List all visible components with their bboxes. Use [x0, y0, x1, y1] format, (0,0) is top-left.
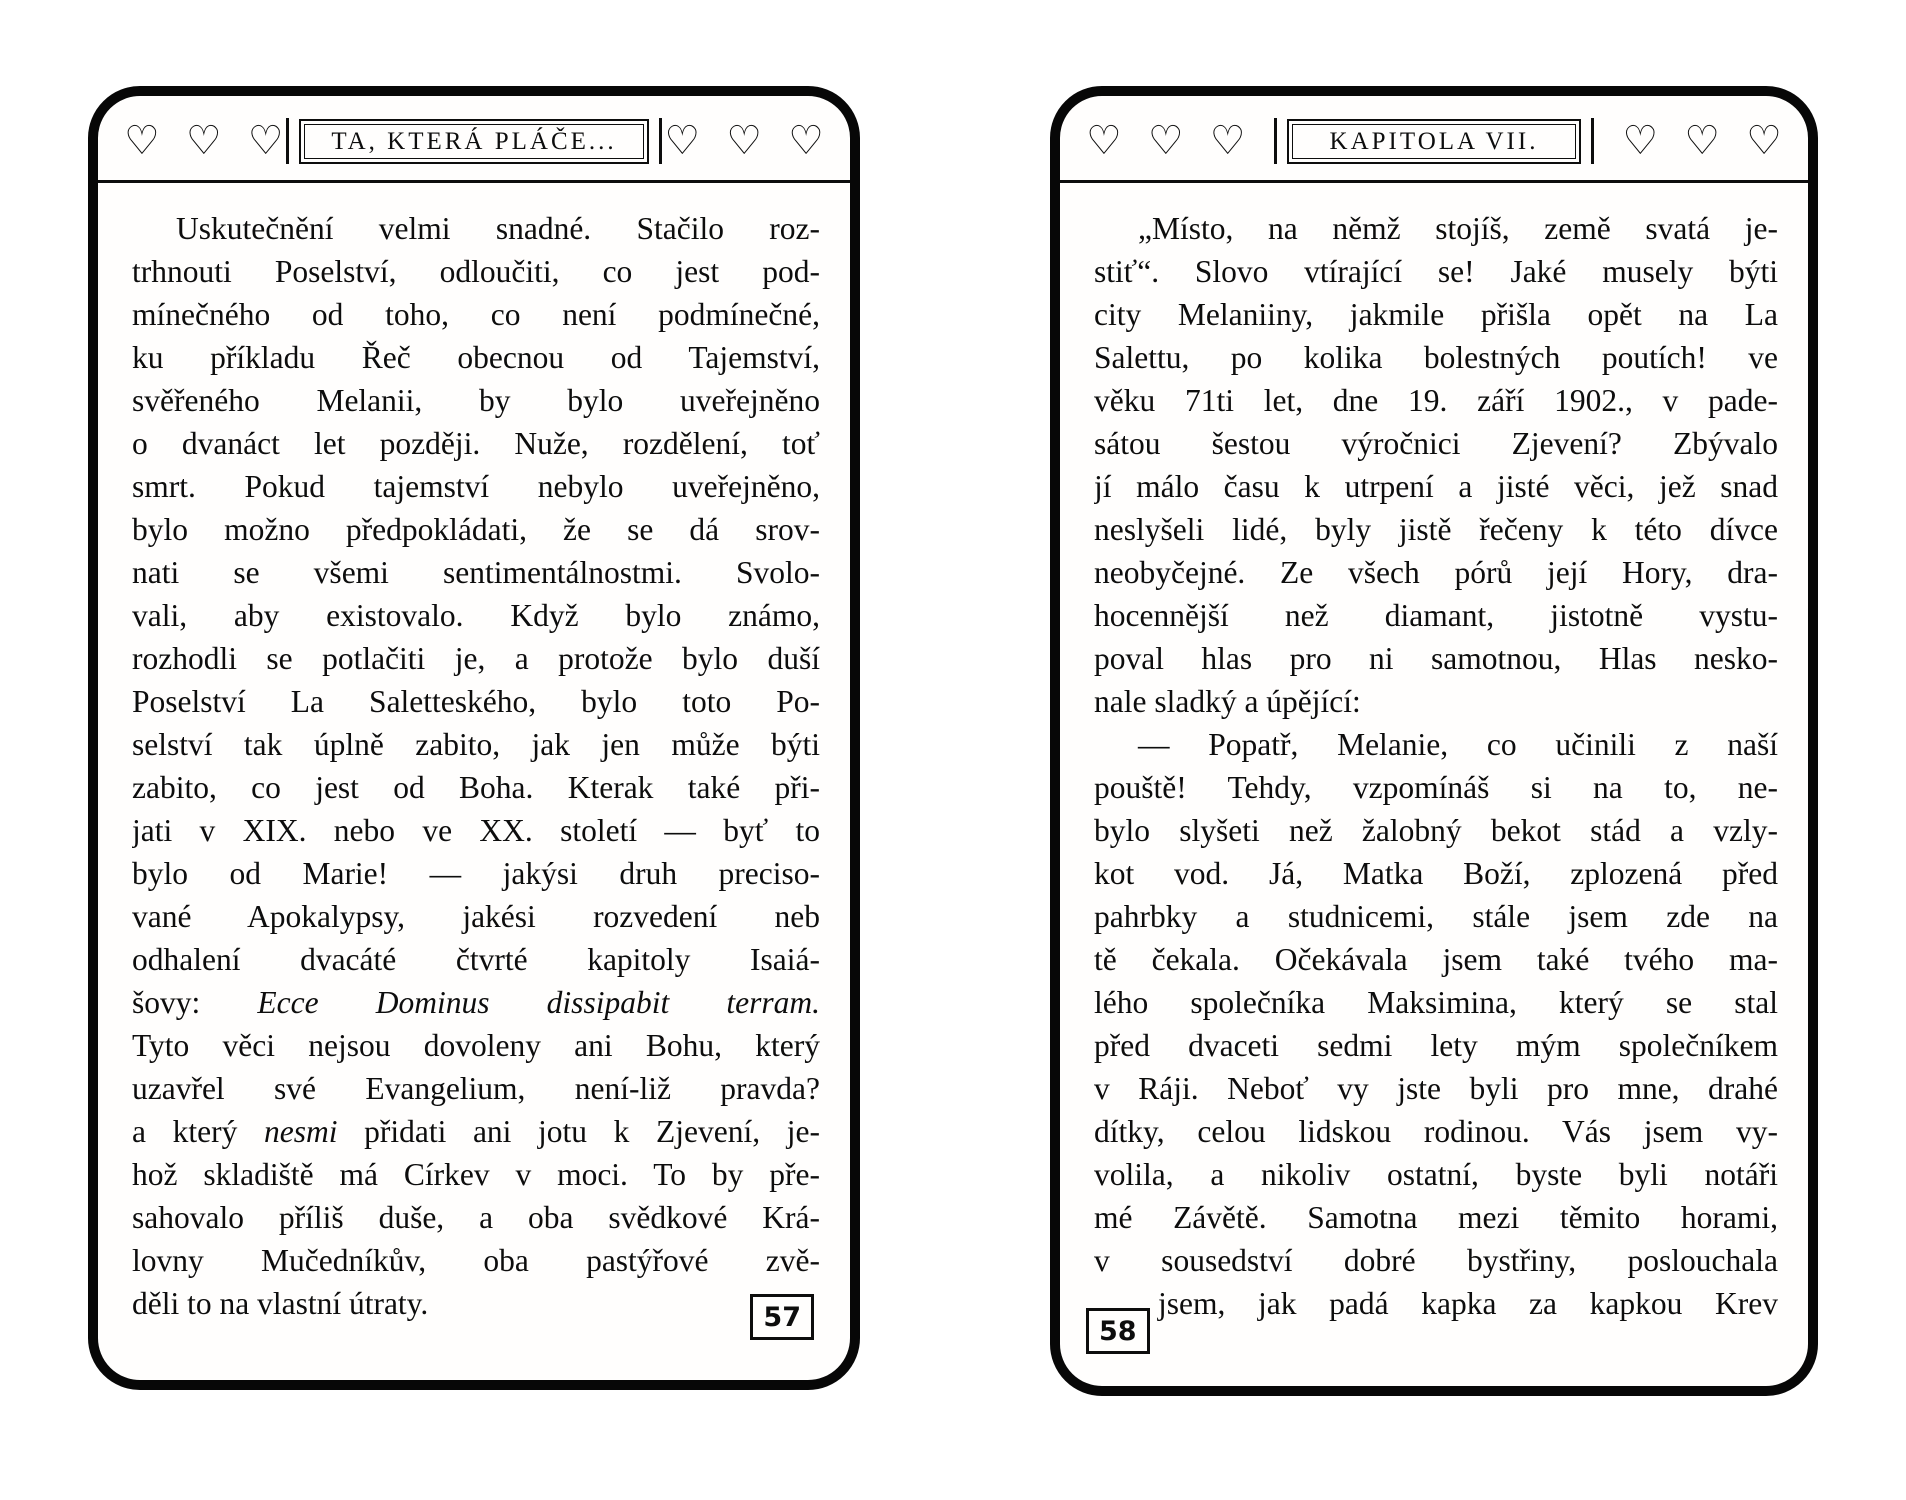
page-number-box: 58 — [1086, 1308, 1150, 1354]
text-line — [1094, 336, 1778, 379]
text-line — [132, 766, 820, 809]
text-line — [132, 293, 820, 336]
text-segment: uzavřel své Evangelium, není-liž pravda? — [132, 1071, 820, 1106]
heart-icon: ♡ — [1209, 118, 1246, 164]
text-segment: dítky, celou lidskou rodinou. Vás jsem vy- — [1094, 1114, 1778, 1149]
text-line — [1094, 1067, 1778, 1110]
text-line — [1094, 551, 1778, 594]
hearts-group-right — [1622, 118, 1782, 164]
text-segment: sahovalo příliš duše, a oba svědkové Krá- — [132, 1200, 820, 1235]
text-segment: bylo slyšeti než žalobný bekot stád a vzly- — [1094, 813, 1778, 848]
text-segment: volila, a nikoliv ostatní, byste byli notáři — [1094, 1157, 1778, 1192]
text-segment: pahrbky a studnicemi, stále jsem zde na — [1094, 899, 1778, 934]
text-line — [132, 637, 820, 680]
text-line — [1094, 809, 1778, 852]
body-text — [98, 183, 850, 1325]
text-segment: v sousedství dobré bystřiny, poslouchala — [1094, 1243, 1778, 1278]
text-line — [132, 422, 820, 465]
text-segment: vané Apokalypsy, jakési rozvedení neb — [132, 899, 820, 934]
text-segment: jsem, jak padá kapka za kapkou Krev — [1158, 1286, 1778, 1321]
text-segment: přidati ani jotu k Zjevení, je- — [337, 1114, 820, 1149]
divider-bar-icon — [1274, 118, 1277, 164]
text-line — [132, 250, 820, 293]
divider-bar-icon — [1591, 118, 1594, 164]
text-line — [132, 852, 820, 895]
text-line — [132, 981, 820, 1024]
page-header — [98, 96, 850, 172]
page-number-box: 57 — [750, 1294, 814, 1340]
text-segment: poval hlas pro ni samotnou, Hlas nesko- — [1094, 641, 1778, 676]
text-segment: vali, aby existovalo. Když bylo známo, — [132, 598, 820, 633]
heart-icon: ♡ — [726, 118, 763, 164]
text-segment: smrt. Pokud tajemství nebylo uveřejněno, — [132, 469, 820, 504]
text-line — [132, 1282, 820, 1325]
text-segment: trhnouti Poselství, odloučiti, co jest pod- — [132, 254, 820, 289]
text-line — [132, 508, 820, 551]
text-line — [1094, 465, 1778, 508]
text-segment: tě čekala. Očekávala jsem také tvého ma- — [1094, 942, 1778, 977]
book-page-left — [88, 86, 860, 1390]
text-segment: Poselství La Saletteského, bylo toto Po- — [132, 684, 820, 719]
text-segment: lého společníka Maksimina, který se stal — [1094, 985, 1778, 1020]
text-segment: v Ráji. Neboť vy jste byli pro mne, drahé — [1094, 1071, 1778, 1106]
text-line — [1094, 1196, 1778, 1239]
divider-bar-icon — [286, 118, 289, 164]
text-segment: lovny Mučedníkův, oba pastýřové zvě- — [132, 1243, 820, 1278]
text-segment: jí málo času k utrpení a jisté věci, jež snad — [1094, 469, 1778, 504]
text-segment: hocennější než diamant, jistotně vystu- — [1094, 598, 1778, 633]
text-segment: stiť“. Slovo vtírající se! Jaké musely býti — [1094, 254, 1778, 289]
running-title: TA, KTERÁ PLÁČE... — [331, 127, 617, 155]
text-line — [132, 1239, 820, 1282]
text-line — [132, 207, 820, 250]
heart-icon: ♡ — [664, 118, 701, 164]
text-segment: jati v XIX. nebo ve XX. století — byť to — [132, 813, 820, 848]
text-segment: mé Závětě. Samotna mezi těmito horami, — [1094, 1200, 1778, 1235]
text-segment: věku 71ti let, dne 19. září 1902., v pade- — [1094, 383, 1778, 418]
text-segment: selství tak úplně zabito, jak jen může býti — [132, 727, 820, 762]
text-segment: odhalení dvacáté čtvrté kapitoly Isaiá- — [132, 942, 820, 977]
text-segment: pouště! Tehdy, vzpomínáš si na to, ne- — [1094, 770, 1778, 805]
text-line — [1094, 981, 1778, 1024]
text-line — [1094, 938, 1778, 981]
text-segment: bylo možno předpokládati, že se dá srov- — [132, 512, 820, 547]
text-line — [1094, 250, 1778, 293]
text-line — [132, 465, 820, 508]
text-line — [132, 1196, 820, 1239]
text-line — [132, 379, 820, 422]
heart-icon: ♡ — [1147, 118, 1184, 164]
text-segment: sátou šestou výročnici Zjevení? Zbývalo — [1094, 426, 1778, 461]
text-segment: svěřeného Melanii, by bylo uveřejněno — [132, 383, 820, 418]
text-line — [132, 680, 820, 723]
divider-bar-icon — [659, 118, 662, 164]
text-segment: „Místo, na němž stojíš, země svatá je- — [1138, 211, 1778, 246]
text-segment: před dvaceti sedmi lety mým společníkem — [1094, 1028, 1778, 1063]
text-line — [1094, 594, 1778, 637]
text-line — [132, 938, 820, 981]
text-segment: o dvanáct let později. Nuže, rozdělení, toť — [132, 426, 820, 461]
text-line — [132, 895, 820, 938]
text-line — [132, 1153, 820, 1196]
page-header — [1060, 96, 1808, 172]
text-line — [1094, 895, 1778, 938]
text-line — [1094, 207, 1778, 250]
text-segment: Uskutečnění velmi snadné. Stačilo roz- — [176, 211, 820, 246]
text-line — [132, 1110, 820, 1153]
text-line — [1094, 766, 1778, 809]
text-line — [1094, 723, 1778, 766]
heart-icon: ♡ — [1684, 118, 1721, 164]
running-title-box — [299, 119, 648, 164]
hearts-group-left — [124, 118, 284, 164]
heart-icon: ♡ — [788, 118, 824, 164]
text-segment: neslyšeli lidé, byly jistě řečeny k této dívce — [1094, 512, 1778, 547]
text-segment: bylo od Marie! — jakýsi druh preciso- — [132, 856, 820, 891]
text-line — [132, 336, 820, 379]
chapter-title-box — [1287, 119, 1581, 164]
text-segment: nati se všemi sentimentálnostmi. Svolo- — [132, 555, 820, 590]
text-segment: a který — [132, 1114, 264, 1149]
text-segment: Salettu, po kolika bolestných poutích! ve — [1094, 340, 1778, 375]
header-title-area — [1246, 118, 1623, 164]
heart-icon: ♡ — [1622, 118, 1659, 164]
text-segment: hož skladiště má Církev v moci. To by pře- — [132, 1157, 820, 1192]
text-segment: nale sladký a úpějící: — [1094, 684, 1361, 719]
text-line — [1094, 379, 1778, 422]
text-line — [132, 1067, 820, 1110]
heart-icon: ♡ — [1746, 118, 1782, 164]
text-line — [132, 594, 820, 637]
heart-icon: ♡ — [185, 118, 222, 164]
italic-text: nesmi — [263, 1114, 338, 1149]
text-line — [1094, 680, 1778, 723]
text-segment: kot vod. Já, Matka Boží, zplozená před — [1094, 856, 1778, 891]
text-segment: mínečného od toho, co není podmínečné, — [132, 297, 820, 332]
heart-icon: ♡ — [124, 118, 160, 164]
text-line — [1094, 1282, 1778, 1325]
text-line — [1094, 422, 1778, 465]
text-line — [1094, 1110, 1778, 1153]
text-line — [132, 1024, 820, 1067]
text-segment: děli to na vlastní útraty. — [132, 1286, 429, 1321]
heart-icon: ♡ — [1086, 118, 1122, 164]
text-line — [1094, 1024, 1778, 1067]
text-segment: — Popatř, Melanie, co učinili z naší — [1138, 727, 1778, 762]
text-segment: zabito, co jest od Boha. Kterak také při- — [132, 770, 820, 805]
text-segment: Tyto věci nejsou dovoleny ani Bohu, který — [132, 1028, 820, 1063]
heart-icon: ♡ — [247, 118, 284, 164]
text-segment: ku příkladu Řeč obecnou od Tajemství, — [132, 340, 820, 375]
body-text — [1060, 183, 1808, 1325]
text-segment: rozhodli se potlačiti je, a protože bylo duší — [132, 641, 820, 676]
text-segment: neobyčejné. Ze všech pórů její Hory, dra- — [1094, 555, 1778, 590]
text-line — [1094, 637, 1778, 680]
text-line — [132, 551, 820, 594]
text-segment: city Melaniiny, jakmile přišla opět na La — [1094, 297, 1778, 332]
text-line — [1094, 1239, 1778, 1282]
text-line — [1094, 293, 1778, 336]
header-title-area — [284, 118, 665, 164]
text-line — [132, 809, 820, 852]
text-segment: šovy: — [132, 985, 258, 1020]
chapter-title: KAPITOLA VII. — [1329, 127, 1539, 155]
text-line — [1094, 1153, 1778, 1196]
text-line — [1094, 508, 1778, 551]
text-line — [1094, 852, 1778, 895]
hearts-group-left — [1086, 118, 1246, 164]
italic-text: Ecce Dominus dissipabit terram. — [257, 985, 820, 1020]
hearts-group-right — [664, 118, 824, 164]
text-line — [132, 723, 820, 766]
book-page-right — [1050, 86, 1818, 1396]
